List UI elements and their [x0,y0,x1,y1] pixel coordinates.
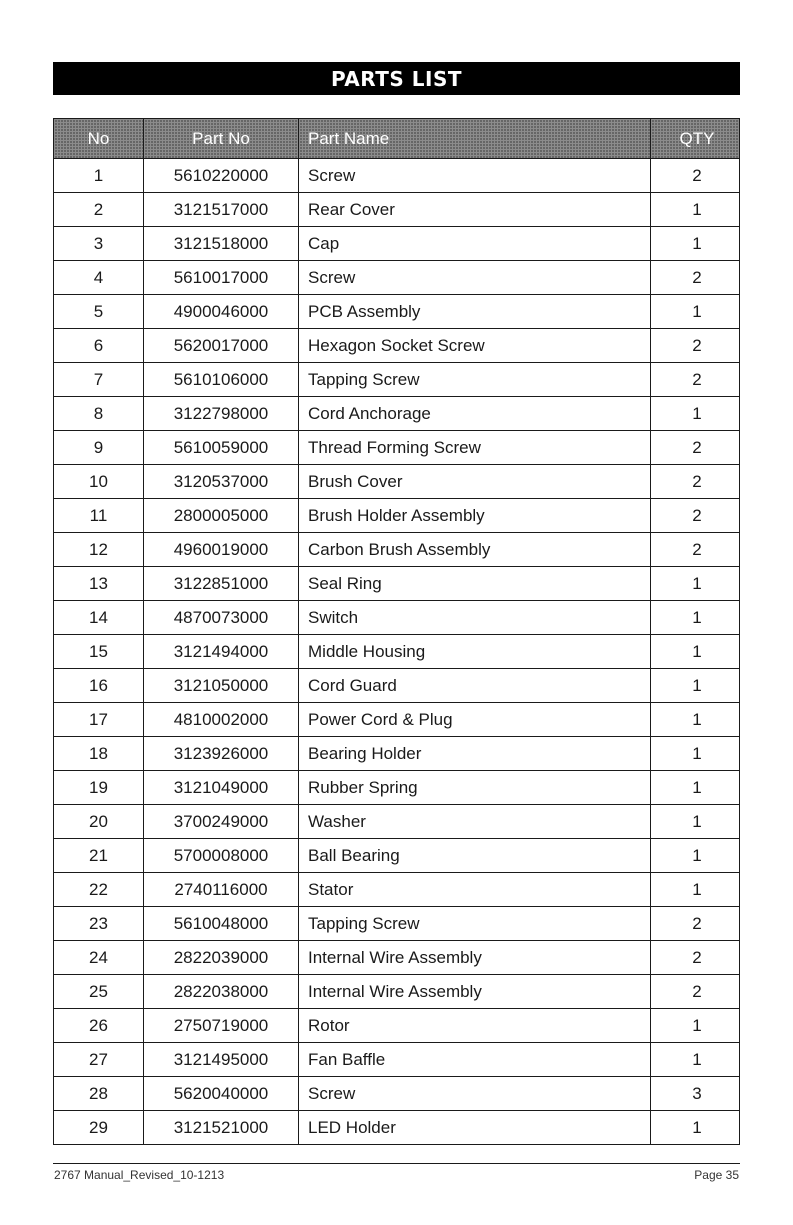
cell-part-name: Switch [299,601,651,635]
cell-no: 23 [54,907,144,941]
cell-qty: 2 [651,941,740,975]
cell-no: 6 [54,329,144,363]
cell-no: 1 [54,159,144,193]
cell-part-no: 2800005000 [144,499,299,533]
cell-part-name: PCB Assembly [299,295,651,329]
cell-part-name: Internal Wire Assembly [299,975,651,1009]
table-row [54,941,740,975]
cell-part-no: 3121517000 [144,193,299,227]
cell-no: 2 [54,193,144,227]
cell-part-name: Fan Baffle [299,1043,651,1077]
cell-no: 5 [54,295,144,329]
cell-no: 18 [54,737,144,771]
cell-no: 12 [54,533,144,567]
cell-part-name: Screw [299,261,651,295]
cell-part-name: Seal Ring [299,567,651,601]
footer-document-id: 2767 Manual_Revised_10-1213 [54,1168,225,1182]
cell-part-no: 3121049000 [144,771,299,805]
cell-qty: 2 [651,533,740,567]
cell-qty: 1 [651,1009,740,1043]
table-row [54,805,740,839]
cell-part-name: Rotor [299,1009,651,1043]
page-title: PARTS LIST [53,62,740,95]
cell-part-no: 5620017000 [144,329,299,363]
cell-no: 21 [54,839,144,873]
cell-no: 28 [54,1077,144,1111]
cell-part-name: Washer [299,805,651,839]
cell-part-no: 5610059000 [144,431,299,465]
cell-qty: 1 [651,1043,740,1077]
cell-qty: 1 [651,635,740,669]
table-row [54,397,740,431]
cell-part-name: Power Cord & Plug [299,703,651,737]
cell-part-no: 4810002000 [144,703,299,737]
cell-no: 27 [54,1043,144,1077]
cell-qty: 1 [651,839,740,873]
parts-table-body [54,159,740,1145]
cell-qty: 1 [651,703,740,737]
cell-no: 19 [54,771,144,805]
cell-part-name: Cord Guard [299,669,651,703]
cell-part-no: 2822038000 [144,975,299,1009]
cell-no: 22 [54,873,144,907]
table-row [54,975,740,1009]
cell-qty: 2 [651,907,740,941]
cell-part-name: Screw [299,159,651,193]
cell-part-no: 3700249000 [144,805,299,839]
cell-part-name: Cap [299,227,651,261]
cell-part-no: 5700008000 [144,839,299,873]
cell-part-name: Internal Wire Assembly [299,941,651,975]
table-row [54,261,740,295]
cell-part-no: 2740116000 [144,873,299,907]
cell-part-no: 3121050000 [144,669,299,703]
table-row [54,1009,740,1043]
cell-qty: 2 [651,261,740,295]
cell-no: 15 [54,635,144,669]
cell-no: 26 [54,1009,144,1043]
footer-divider [53,1163,740,1164]
cell-part-name: Middle Housing [299,635,651,669]
header-part-name: Part Name [299,119,651,159]
cell-part-name: Stator [299,873,651,907]
cell-qty: 1 [651,601,740,635]
table-row [54,295,740,329]
header-qty: QTY [651,119,740,159]
cell-no: 11 [54,499,144,533]
table-row [54,1077,740,1111]
cell-qty: 1 [651,567,740,601]
cell-qty: 2 [651,975,740,1009]
table-row [54,431,740,465]
table-row [54,669,740,703]
cell-no: 25 [54,975,144,1009]
cell-part-no: 3121518000 [144,227,299,261]
cell-no: 29 [54,1111,144,1145]
cell-qty: 3 [651,1077,740,1111]
cell-part-no: 3121521000 [144,1111,299,1145]
cell-qty: 1 [651,873,740,907]
cell-part-name: LED Holder [299,1111,651,1145]
cell-part-name: Ball Bearing [299,839,651,873]
cell-part-name: Brush Holder Assembly [299,499,651,533]
header-part-no: Part No [144,119,299,159]
cell-part-name: Thread Forming Screw [299,431,651,465]
cell-no: 10 [54,465,144,499]
cell-qty: 2 [651,465,740,499]
table-row [54,703,740,737]
cell-no: 24 [54,941,144,975]
table-row [54,329,740,363]
cell-part-no: 3121495000 [144,1043,299,1077]
cell-part-no: 3122851000 [144,567,299,601]
cell-qty: 1 [651,669,740,703]
cell-no: 7 [54,363,144,397]
cell-qty: 1 [651,397,740,431]
cell-part-no: 5610048000 [144,907,299,941]
cell-qty: 1 [651,737,740,771]
cell-qty: 1 [651,295,740,329]
cell-part-name: Carbon Brush Assembly [299,533,651,567]
cell-qty: 1 [651,1111,740,1145]
table-row [54,771,740,805]
cell-part-no: 5610106000 [144,363,299,397]
table-row [54,533,740,567]
cell-no: 17 [54,703,144,737]
cell-no: 8 [54,397,144,431]
parts-table [53,118,740,1145]
table-row [54,567,740,601]
cell-part-name: Tapping Screw [299,907,651,941]
cell-part-name: Cord Anchorage [299,397,651,431]
table-row [54,737,740,771]
cell-qty: 2 [651,499,740,533]
table-row [54,873,740,907]
cell-qty: 1 [651,193,740,227]
cell-part-name: Bearing Holder [299,737,651,771]
footer-page-number: Page 35 [694,1168,739,1182]
cell-qty: 1 [651,227,740,261]
cell-qty: 2 [651,431,740,465]
cell-part-no: 2750719000 [144,1009,299,1043]
table-header-row [54,119,740,159]
cell-no: 4 [54,261,144,295]
cell-part-no: 5610017000 [144,261,299,295]
cell-qty: 1 [651,805,740,839]
cell-qty: 2 [651,159,740,193]
table-row [54,1111,740,1145]
cell-part-no: 4870073000 [144,601,299,635]
cell-part-no: 5610220000 [144,159,299,193]
table-row [54,601,740,635]
cell-qty: 2 [651,363,740,397]
table-row [54,465,740,499]
cell-part-no: 5620040000 [144,1077,299,1111]
table-row [54,907,740,941]
cell-part-name: Hexagon Socket Screw [299,329,651,363]
cell-no: 9 [54,431,144,465]
cell-part-no: 3123926000 [144,737,299,771]
table-row [54,193,740,227]
cell-qty: 1 [651,771,740,805]
cell-no: 16 [54,669,144,703]
cell-part-name: Screw [299,1077,651,1111]
cell-part-no: 4900046000 [144,295,299,329]
cell-part-no: 2822039000 [144,941,299,975]
cell-part-no: 3120537000 [144,465,299,499]
cell-part-name: Rubber Spring [299,771,651,805]
table-row [54,839,740,873]
cell-part-no: 3122798000 [144,397,299,431]
cell-part-no: 3121494000 [144,635,299,669]
table-row [54,159,740,193]
header-no: No [54,119,144,159]
cell-qty: 2 [651,329,740,363]
cell-no: 20 [54,805,144,839]
cell-part-name: Rear Cover [299,193,651,227]
cell-part-name: Tapping Screw [299,363,651,397]
table-row [54,635,740,669]
cell-part-name: Brush Cover [299,465,651,499]
table-row [54,227,740,261]
cell-part-no: 4960019000 [144,533,299,567]
cell-no: 3 [54,227,144,261]
table-row [54,363,740,397]
table-row [54,1043,740,1077]
cell-no: 14 [54,601,144,635]
table-row [54,499,740,533]
cell-no: 13 [54,567,144,601]
